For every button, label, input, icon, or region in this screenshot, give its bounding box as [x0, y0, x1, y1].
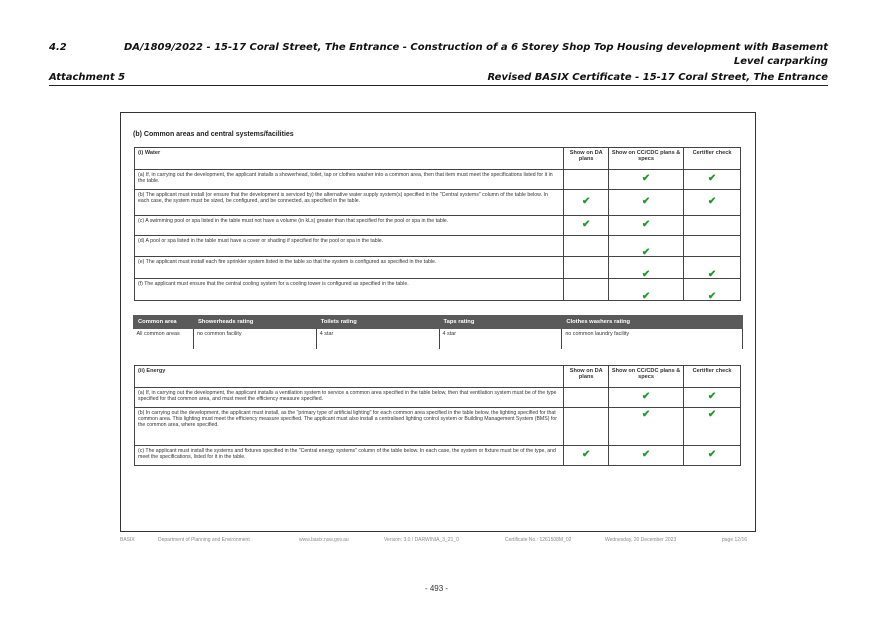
show-da-cell: [564, 236, 609, 257]
check-icon: ✔: [641, 391, 651, 403]
requirement-text: (c) The applicant must install the systems and fixtures specified in the "Central energy systems" column of the table below. In each case, the system or fixture must be of the type, and meet the specifications, listed for it in the table.: [135, 446, 564, 466]
ratings-cell: 4 star: [316, 329, 439, 349]
col-toilets: Toilets rating: [316, 316, 439, 329]
show-cc-cell: [609, 170, 684, 190]
water-row: [135, 170, 741, 190]
certifier-cell: [684, 446, 741, 466]
certifier-cell: [684, 190, 741, 216]
certificate-page: [120, 112, 756, 532]
section-number: 4.2: [49, 42, 67, 53]
check-icon: ✔: [581, 219, 591, 231]
show-da-cell: [564, 170, 609, 190]
certifier-cell: [684, 236, 741, 257]
ratings-cell: All common areas: [134, 329, 194, 349]
show-da-cell: [564, 216, 609, 236]
check-icon: ✔: [707, 409, 717, 420]
water-row: [135, 190, 741, 216]
footer-basix: BASIX: [120, 537, 135, 543]
certifier-cell: [684, 388, 741, 408]
footer-page: page 12/16: [722, 537, 748, 543]
ratings-row: [134, 329, 743, 349]
col-taps: Taps rating: [439, 316, 562, 329]
water-header-row: [135, 148, 741, 170]
footer-version: Version: 3.0 / DARWINIA_3_21_0: [384, 537, 459, 543]
check-icon: ✔: [641, 290, 651, 302]
check-icon: ✔: [707, 173, 717, 185]
requirement-text: (e) The applicant must install each fire sprinkler system listed in the table so that the system is configured as specified in the table.: [135, 257, 564, 279]
check-icon: ✔: [641, 449, 651, 461]
requirement-text: (b) In carrying out the development, the applicant must install, as the "primary type of artificial lighting" for each common area specified in the table below, the lighting specified for that common area. This lighting must meet the efficiency measure specified. The applicant must also install a centralised lighting control system or Building Management System (BMS) for the common area, where specified.: [135, 408, 564, 446]
check-icon: ✔: [707, 290, 717, 302]
ratings-cell: no common facility: [193, 329, 316, 349]
show-cc-cell: [609, 190, 684, 216]
show-cc-cell: [609, 257, 684, 279]
energy-heading: (ii) Energy: [135, 366, 564, 388]
ratings-cell: 4 star: [439, 329, 562, 349]
check-icon: ✔: [641, 219, 651, 231]
page-number: - 493 -: [424, 584, 449, 593]
col-common-area: Common area: [134, 316, 194, 329]
show-cc-cell: [609, 388, 684, 408]
show-cc-cell: [609, 408, 684, 446]
col-show-cc: Show on CC/CDC plans & specs: [609, 366, 684, 388]
show-da-cell: [564, 279, 609, 301]
show-da-cell: [564, 190, 609, 216]
check-icon: ✔: [581, 449, 591, 461]
show-cc-cell: [609, 446, 684, 466]
check-icon: ✔: [707, 268, 717, 280]
water-ratings-table: [133, 315, 743, 349]
col-clothes-washers: Clothes washers rating: [562, 316, 743, 329]
col-showerheads: Showerheads rating: [193, 316, 316, 329]
certifier-cell: [684, 257, 741, 279]
certifier-cell: [684, 408, 741, 446]
footer-date: Wednesday, 20 December 2023: [605, 537, 677, 543]
show-da-cell: [564, 257, 609, 279]
check-icon: ✔: [707, 196, 717, 208]
water-row: [135, 236, 741, 257]
attachment-title: Revised BASIX Certificate - 15-17 Coral Street, The Entrance: [487, 72, 828, 83]
requirement-text: (c) A swimming pool or spa listed in the table must not have a volume (in kLs) greater than that specified for the pool or spa in the table.: [135, 216, 564, 236]
ratings-cell: no common laundry facility: [562, 329, 743, 349]
check-icon: ✔: [707, 449, 717, 461]
energy-row: [135, 408, 741, 446]
col-show-cc: Show on CC/CDC plans & specs: [609, 148, 684, 170]
energy-header-row: [135, 366, 741, 388]
col-certifier: Certifier check: [684, 148, 741, 170]
header-rule: [49, 85, 828, 86]
footer-url: www.basix.nsw.gov.au: [299, 537, 349, 543]
col-show-da: Show on DA plans: [564, 366, 609, 388]
water-row: [135, 257, 741, 279]
requirement-text: (a) If, in carrying out the development, the applicant installs a showerhead, toilet, tap or clothes washer into a common area, then that item must meet the specifications listed for it in the table.: [135, 170, 564, 190]
check-icon: ✔: [641, 268, 651, 280]
check-icon: ✔: [641, 246, 651, 258]
certifier-cell: [684, 170, 741, 190]
section-title: (b) Common areas and central systems/facilities: [133, 131, 294, 138]
requirement-text: (b) The applicant must install (or ensure that the development is serviced by) the alternative water supply system(s) specified in the "Central systems" column of the table below. In each case, the system must be sized, be configured, and be connected, as specified in the table.: [135, 190, 564, 216]
requirement-text: (d) A pool or spa listed in the table must have a cover or shading if specified for the pool or spa in the table.: [135, 236, 564, 257]
show-cc-cell: [609, 236, 684, 257]
show-da-cell: [564, 446, 609, 466]
footer-certificate-number: Certificate No.: 1261508M_02: [505, 537, 572, 543]
attachment-label: Attachment 5: [49, 72, 126, 83]
check-icon: ✔: [641, 173, 651, 185]
check-icon: ✔: [707, 391, 717, 403]
footer-department: Department of Planning and Environment: [158, 537, 250, 543]
show-da-cell: [564, 408, 609, 446]
water-row: [135, 279, 741, 301]
check-icon: ✔: [641, 196, 651, 208]
certifier-cell: [684, 216, 741, 236]
requirement-text: (a) If, in carrying out the development, the applicant installs a ventilation system to service a common area specified in the table below, then that ventilation system must be of the type specified for that common area, and must meet the efficiency measure specified.: [135, 388, 564, 408]
document-title: DA/1809/2022 - 15-17 Coral Street, The Entrance - Construction of a 6 Storey Shop Top Housing development with Basement: [123, 42, 828, 53]
energy-row: [135, 388, 741, 408]
certifier-cell: [684, 279, 741, 301]
document-title-continued: Level carparking: [733, 56, 828, 67]
water-heading: (i) Water: [135, 148, 564, 170]
col-show-da: Show on DA plans: [564, 148, 609, 170]
energy-row: [135, 446, 741, 466]
check-icon: ✔: [641, 409, 651, 420]
ratings-header-row: [134, 316, 743, 329]
water-requirements-table: [134, 147, 741, 301]
show-da-cell: [564, 388, 609, 408]
show-cc-cell: [609, 216, 684, 236]
requirement-text: (f) The applicant must ensure that the central cooling system for a cooling tower is configured as specified in the table.: [135, 279, 564, 301]
water-row: [135, 216, 741, 236]
energy-requirements-table: [134, 365, 741, 466]
check-icon: ✔: [581, 196, 591, 208]
col-certifier: Certifier check: [684, 366, 741, 388]
show-cc-cell: [609, 279, 684, 301]
